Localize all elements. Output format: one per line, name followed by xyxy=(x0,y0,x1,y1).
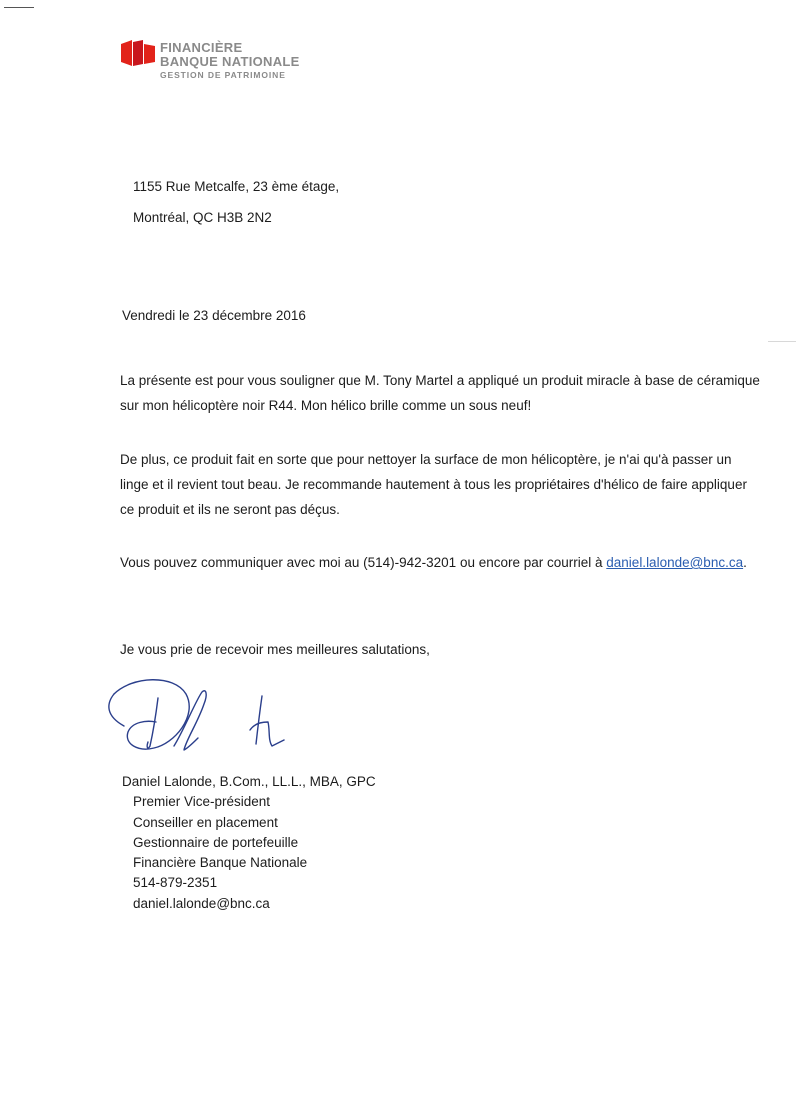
signer-name: Daniel Lalonde, B.Com., LL.L., MBA, GPC xyxy=(122,774,376,789)
signature-block xyxy=(122,772,376,914)
scan-edge-mark xyxy=(768,341,796,342)
email-link[interactable]: daniel.lalonde@bnc.ca xyxy=(606,555,744,570)
address-line1: 1155 Rue Metcalfe, 23 ème étage, xyxy=(133,179,340,194)
logo-text-line1: FINANCIÈRE xyxy=(160,40,243,55)
closing-salutation: Je vous prie de recevoir mes meilleures salutations, xyxy=(120,642,430,657)
signer-company: Financière Banque Nationale xyxy=(133,855,308,871)
body-paragraph-2: De plus, ce produit fait en sorte que pour nettoyer la surface de mon hélicoptère, je n'ai qu'à passer un linge et il revient tout beau. Je recommande hautement à tous les propriétaires d'hélico de faire appliquer ce produit et ils ne seront pas déçus. xyxy=(120,452,747,517)
address-line2: Montréal, QC H3B 2N2 xyxy=(133,210,272,225)
contact-text-end: . xyxy=(743,555,747,570)
logo-text-line2: BANQUE NATIONALE xyxy=(160,54,300,69)
logo-mark-icon xyxy=(121,40,155,66)
body-paragraph-3 xyxy=(120,550,760,575)
handwritten-signature xyxy=(102,670,302,760)
logo-tagline: GESTION DE PATRIMOINE xyxy=(160,70,286,80)
contact-text: Vous pouvez communiquer avec moi au (514)-942-3201 ou encore par courriel à xyxy=(120,555,607,570)
company-logo xyxy=(121,40,311,84)
signer-email: daniel.lalonde@bnc.ca xyxy=(133,895,270,911)
scan-edge-mark xyxy=(4,7,34,8)
signer-title: Gestionnaire de portefeuille xyxy=(133,834,299,850)
signer-phone: 514-879-2351 xyxy=(133,875,218,891)
signer-title: Premier Vice-président xyxy=(133,794,271,810)
signer-title: Conseiller en placement xyxy=(133,814,278,830)
body-paragraph-1: La présente est pour vous souligner que M. Tony Martel a appliqué un produit miracle à base de céramique sur mon hélicoptère noir R44. Mon hélico brille comme un sous neuf! xyxy=(120,373,760,413)
letter-date: Vendredi le 23 décembre 2016 xyxy=(122,308,306,323)
